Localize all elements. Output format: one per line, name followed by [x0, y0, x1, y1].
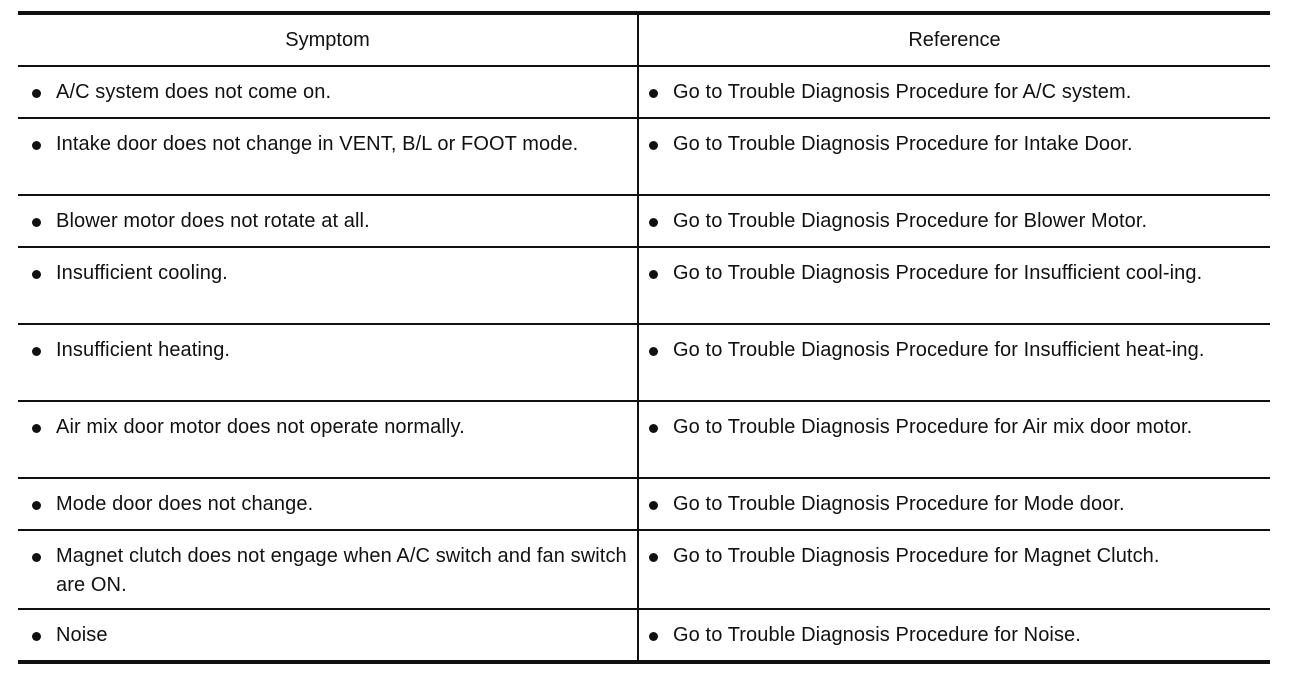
table-row [18, 66, 1270, 118]
bullet-icon [32, 632, 41, 641]
bullet-icon [32, 270, 41, 279]
table-row [18, 478, 1270, 530]
symptom-cell [18, 195, 638, 247]
table-row [18, 401, 1270, 478]
reference-cell [638, 66, 1270, 118]
bullet-icon [649, 270, 658, 279]
bullet-icon [649, 141, 658, 150]
table-row [18, 324, 1270, 401]
table-row [18, 609, 1270, 662]
symptom-cell [18, 118, 638, 195]
symptom-text: Noise [56, 624, 108, 646]
reference-cell [638, 324, 1270, 401]
symptom-cell [18, 609, 638, 662]
bullet-icon [32, 424, 41, 433]
symptom-header: Symptom [18, 13, 638, 66]
bullet-icon [32, 218, 41, 227]
symptom-cell [18, 401, 638, 478]
reference-cell [638, 478, 1270, 530]
reference-text: Go to Trouble Diagnosis Procedure for Insufficient cool-ing. [673, 262, 1203, 284]
bullet-icon [649, 632, 658, 641]
bullet-icon [649, 424, 658, 433]
reference-text: Go to Trouble Diagnosis Procedure for A/C system. [673, 81, 1132, 103]
symptom-text: Insufficient cooling. [56, 262, 228, 284]
reference-cell [638, 195, 1270, 247]
symptom-text: Mode door does not change. [56, 493, 314, 515]
reference-header: Reference [638, 13, 1270, 66]
table-header-row [18, 13, 1270, 66]
symptom-text: Magnet clutch does not engage when A/C switch and fan switch are ON. [56, 545, 627, 596]
reference-text: Go to Trouble Diagnosis Procedure for Noise. [673, 624, 1081, 646]
reference-text: Go to Trouble Diagnosis Procedure for Magnet Clutch. [673, 545, 1160, 567]
reference-cell [638, 609, 1270, 662]
bullet-icon [32, 89, 41, 98]
reference-cell [638, 247, 1270, 324]
symptom-text: Intake door does not change in VENT, B/L or FOOT mode. [56, 133, 579, 155]
symptom-cell [18, 247, 638, 324]
symptom-reference-table [18, 11, 1270, 664]
table-row [18, 247, 1270, 324]
reference-text: Go to Trouble Diagnosis Procedure for Insufficient heat-ing. [673, 339, 1205, 361]
symptom-text: A/C system does not come on. [56, 81, 332, 103]
reference-text: Go to Trouble Diagnosis Procedure for Air mix door motor. [673, 416, 1193, 438]
bullet-icon [649, 553, 658, 562]
symptom-cell [18, 530, 638, 609]
symptom-text: Insufficient heating. [56, 339, 231, 361]
reference-text: Go to Trouble Diagnosis Procedure for Mode door. [673, 493, 1125, 515]
table-row [18, 530, 1270, 609]
symptom-text: Air mix door motor does not operate normally. [56, 416, 465, 438]
bullet-icon [649, 89, 658, 98]
reference-cell [638, 530, 1270, 609]
reference-cell [638, 401, 1270, 478]
bullet-icon [32, 553, 41, 562]
symptom-text: Blower motor does not rotate at all. [56, 210, 370, 232]
bullet-icon [32, 501, 41, 510]
symptom-cell [18, 478, 638, 530]
reference-text: Go to Trouble Diagnosis Procedure for Blower Motor. [673, 210, 1148, 232]
bullet-icon [649, 218, 658, 227]
symptom-cell [18, 324, 638, 401]
bullet-icon [649, 501, 658, 510]
reference-cell [638, 118, 1270, 195]
bullet-icon [649, 347, 658, 356]
symptom-cell [18, 66, 638, 118]
bullet-icon [32, 347, 41, 356]
table-row [18, 195, 1270, 247]
bullet-icon [32, 141, 41, 150]
reference-text: Go to Trouble Diagnosis Procedure for Intake Door. [673, 133, 1133, 155]
table-row [18, 118, 1270, 195]
